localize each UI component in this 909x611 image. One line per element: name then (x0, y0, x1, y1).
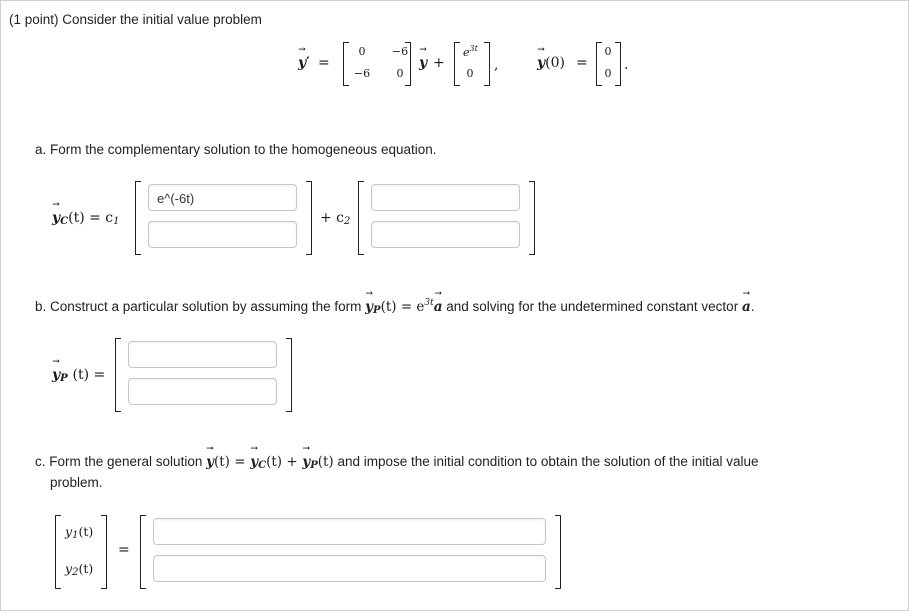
c-lhs-left-bracket (55, 515, 61, 589)
ivp-y-vec: → y (419, 55, 427, 71)
matrix-right-bracket (405, 42, 411, 86)
y2-label: $y_2(t)$ (65, 561, 94, 578)
a-vec1-right-bracket (306, 181, 312, 255)
forcing-top: $e^{3t}$ (463, 44, 478, 59)
matrix-cell-11: 0 (358, 45, 366, 58)
b-bottom-input[interactable] (128, 378, 277, 405)
a-vec1-left-bracket (135, 181, 141, 255)
a-vec1-top-input[interactable]: e^(-6t) (148, 184, 297, 211)
ivp-comma: , (494, 57, 499, 73)
yc-label: → $y_C(t) = c_1$ (52, 210, 120, 227)
forcing-bottom: 0 (466, 67, 474, 80)
c-rhs-left-bracket (140, 515, 146, 589)
a-vec2-left-bracket (358, 181, 364, 255)
c-lhs-right-bracket (101, 515, 107, 589)
ic-right-bracket (615, 42, 621, 86)
plus-c2: + $c_2$ (320, 210, 351, 227)
ivp-plus: + (433, 55, 445, 71)
forcing-right-bracket (484, 42, 490, 86)
yp-label: → $y_P$ (t) = (52, 367, 105, 384)
part-c-prompt-line2: problem. (50, 475, 103, 490)
ic-top: 0 (604, 45, 612, 58)
c-top-input[interactable] (153, 518, 546, 545)
ivp-equals: = (318, 55, 330, 71)
c-rhs-right-bracket (555, 515, 561, 589)
ic-equals: = (576, 55, 588, 71)
c-bottom-input[interactable] (153, 555, 546, 582)
part-c-prompt: c. Form the general solution → y(t) = → $y_C(t)$ + → $y_P(t)$ and impose the initial condition to obtain the solution of the initial value (35, 454, 758, 471)
b-left-bracket (115, 338, 121, 412)
a-vec1-bottom-input[interactable] (148, 221, 297, 248)
part-b-form: → $y_P(t) = e^{3t}\to a$ (365, 299, 442, 315)
ic-lhs: → y(0) (537, 55, 565, 71)
b-right-bracket (286, 338, 292, 412)
general-solution-formula: → y(t) = → $y_C(t)$ + → $y_P(t)$ (206, 454, 334, 470)
matrix-cell-22: 0 (396, 67, 404, 80)
y1-label: $y_1(t)$ (65, 524, 94, 541)
vector-a: → a (742, 299, 751, 315)
part-b-prompt: b. Construct a particular solution by assuming the form → $y_P(t) = e^{3t}\to a$ and solving for the undetermined constant vector → a. (35, 298, 754, 316)
matrix-cell-21: −6 (353, 67, 371, 80)
ic-period: . (624, 57, 629, 73)
a-vec2-right-bracket (529, 181, 535, 255)
a-vec2-top-input[interactable] (371, 184, 520, 211)
part-a-prompt: a. Form the complementary solution to the homogeneous equation. (35, 142, 437, 157)
matrix-left-bracket (343, 42, 349, 86)
c-equals: = (118, 542, 130, 558)
matrix-cell-12: −6 (391, 45, 409, 58)
ivp-lhs: → y′ (298, 55, 310, 71)
ic-bottom: 0 (604, 67, 612, 80)
problem-header: (1 point) Consider the initial value problem (9, 12, 262, 27)
b-top-input[interactable] (128, 341, 277, 368)
a-vec2-bottom-input[interactable] (371, 221, 520, 248)
